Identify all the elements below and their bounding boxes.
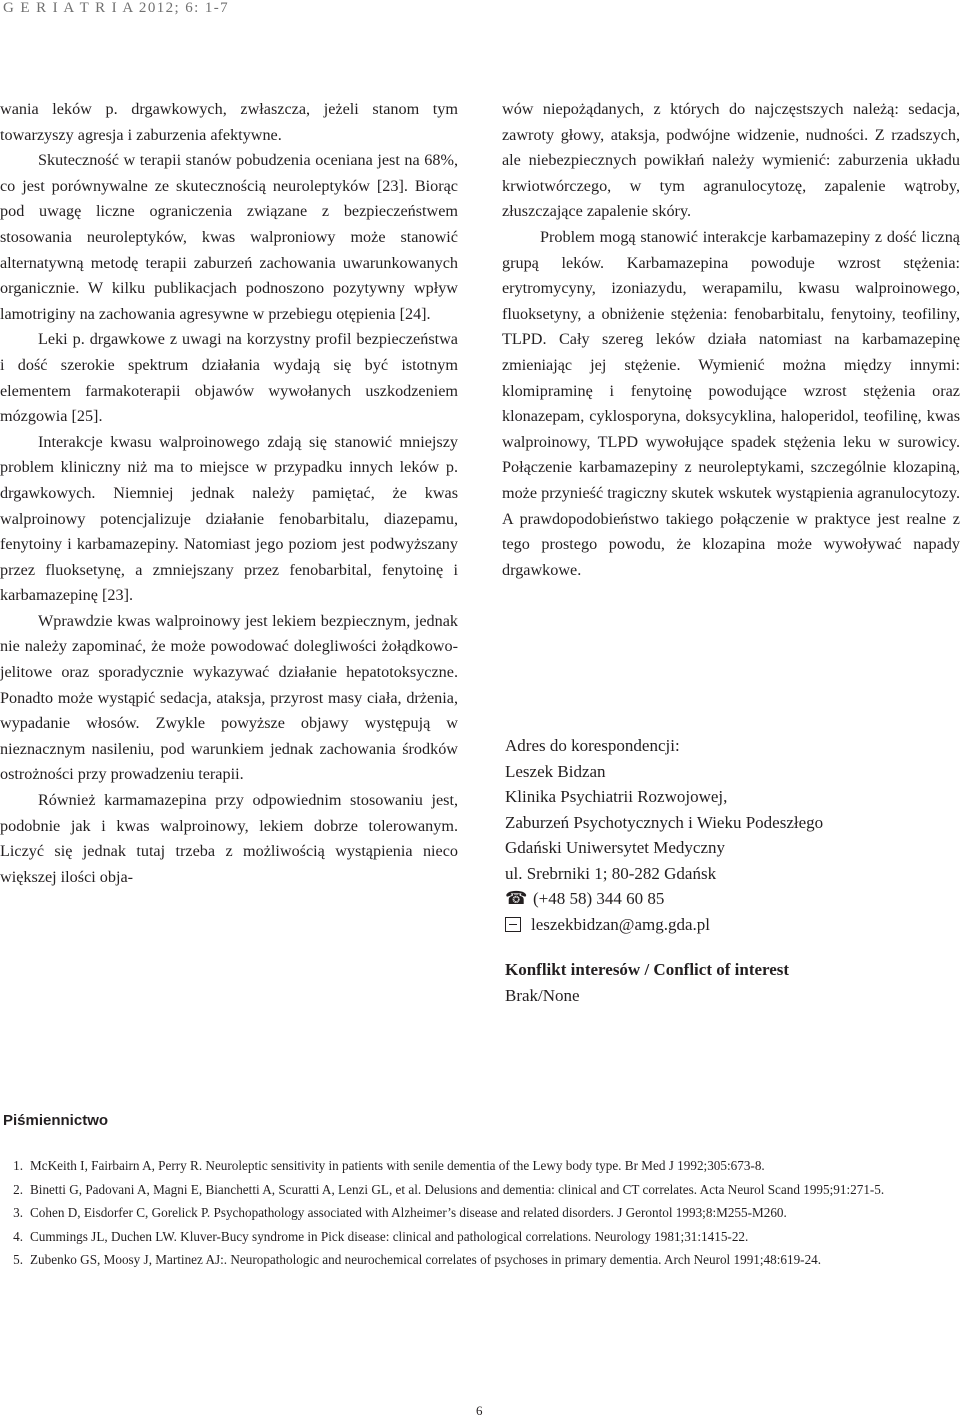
reference-text: Cummings JL, Duchen LW. Kluver-Bucy syndrome in Pick disease: clinical and pathological correlations. Neurology 1981;31:1415-22. <box>30 1228 749 1244</box>
reference-text: McKeith I, Fairbairn A, Perry R. Neuroleptic sensitivity in patients with senile dementia of the Lewy body type. Br Med J 1992;305:673-8. <box>30 1158 765 1173</box>
reference-number: 3. <box>13 1205 23 1220</box>
conflict-of-interest <box>505 957 789 1009</box>
reference-item <box>0 1249 960 1271</box>
author-name: Leszek Bidzan <box>505 761 606 781</box>
references-title: Piśmiennictwo <box>3 1112 109 1129</box>
journal-header: G E R I A T R I A 2012; 6: 1-7 <box>3 0 230 16</box>
mail-icon <box>505 917 521 932</box>
paragraph: Wprawdzie kwas walproinowy jest lekiem bezpiecznym, jednak nie należy zapominać, że może powodować dolegliwości żołądkowo-jelitowe oraz sporadycznie wykazywać działanie hepatotoksyczne. Ponadto może wystąpić sedacja, ataksja, przyrost masy ciała, drżenia, wypadanie włosów. Zwykle powyższe objawy występują w nieznacznym nasileniu, pod warunkiem jednak zachowania środków ostrożności przy prowadzeniu terapii. <box>0 611 458 784</box>
reference-item <box>0 1155 960 1177</box>
reference-text: Cohen D, Eisdorfer C, Gorelick P. Psychopathology associated with Alzheimer’s disease and related disorders. J Gerontol 1993;8:M255-M260. <box>30 1205 787 1220</box>
phone-line <box>505 886 823 912</box>
address-line: Gdański Uniwersytet Medyczny <box>505 838 726 857</box>
reference-number: 1. <box>13 1158 23 1173</box>
paragraph: wów niepożądanych, z których do najczęstszych należą: sedacja, zawroty głowy, ataksja, podwójne widzenie, nudności. Z rzadszych, ale niebezpiecznych powikłań należy wymienić: zaburzenia układu krwiotwórczego, w tym agranulocytozę, zapalenie wątroby, złuszczające zapalenie skóry. <box>502 100 960 221</box>
paragraph: wania leków p. drgawkowych, zwłaszcza, jeżeli stanom tym towarzyszy agresja i zaburzenia afektywne. <box>0 100 458 144</box>
address-line: Klinika Psychiatrii Rozwojowej, <box>505 787 728 806</box>
reference-item <box>0 1226 960 1248</box>
phone-icon: ☎ <box>505 888 528 908</box>
address-line: Zaburzeń Psychotycznych i Wieku Podeszłego <box>505 812 824 832</box>
left-column <box>0 97 458 890</box>
reference-item <box>0 1179 960 1201</box>
phone-number: (+48 58) 344 60 85 <box>533 889 665 908</box>
reference-item <box>0 1202 960 1224</box>
reference-text: Zubenko GS, Moosy J, Martinez AJ:. Neuropathologic and neurochemical correlates of psychoses in primary dementia. Arch Neurol 1991;48:619-24. <box>30 1252 822 1267</box>
address-label: Adres do korespondencji: <box>505 736 680 755</box>
reference-number: 2. <box>13 1181 23 1197</box>
paragraph: Leki p. drgawkowe z uwagi na korzystny profil bezpieczeństwa i dość szerokie spektrum działania wydają się być istotnym elementem farmakoterapii objawów wywołanych uszkodzeniem mózgowia [25]. <box>0 330 458 426</box>
email-line <box>505 912 823 938</box>
right-column <box>502 97 960 583</box>
conflict-value: Brak/None <box>505 986 580 1005</box>
conflict-heading: Konflikt interesów / Conflict of interest <box>505 960 790 979</box>
paragraph: Problem mogą stanowić interakcje karbamazepiny z dość liczną grupą leków. Karbamazepina powoduje wzrost stężenia: erytromycyny, izoniazydu, werapamilu, kwasu walproinowego, fluoksetyny, a obniżenie stężenia: fenobarbitalu, fenytoiny, teofiliny, TLPD. Cały szereg leków działa natomiast na karbamazepinę zmieniając jej stężenie. Wymienić można między innymi: klomipraminę i fenytoinę powodujące wzrost stężenia oraz klonazepam, cyklosporyna, doksycyklina, haloperidol, teofilinę, kwas walproinowy, TLPD wywołujące spadek stężenia leku w surowicy. Połączenie karbamazepiny z neuroleptykami, szczególnie klozapiną, może przynieść tragiczny skutek wskutek wystąpienia agranulocytozy. A prawdopodobieństwo takiego połączenie w praktyce jest realne z tego prostego powodu, że klozapina może wywoływać napady drgawkowe. <box>502 227 960 579</box>
references-list <box>0 1155 960 1273</box>
paragraph: Interakcje kwasu walproinowego zdają się stanowić mniejszy problem kliniczny niż ma to miejsce w przypadku innych leków p. drgawkowych. Niemniej jednak należy pamiętać, że kwas walproinowy potencjalizuje działanie fenobarbitalu, diazepamu, fenytoiny i karbamazepiny. Natomiast jego poziom jest podwyższany przez fluoksetynę, a zmniejszany przez fenobarbital, fenytoinę i karbamazepinę [23]. <box>0 432 458 605</box>
email-address[interactable]: leszekbidzan@amg.gda.pl <box>531 914 710 934</box>
reference-number: 4. <box>13 1228 23 1244</box>
correspondence-address <box>505 733 823 937</box>
paragraph: Skuteczność w terapii stanów pobudzenia oceniana jest na 68%, co jest porównywalne ze skutecznością neuroleptyków [23]. Biorąc pod uwagę liczne ograniczenia związane z bezpieczeństwem stosowania neuroleptyków, kwas walproniowy może stanowić alternatywną metodę terapii zaburzeń zachowania uwarunkowanych organicznie. W kilku publikacjach podnoszono pozytywny wpływ lamotriginy na zachowania agresywne w przebiegu otępienia [24]. <box>0 151 458 323</box>
page-number: 6 <box>476 1403 483 1418</box>
address-line: ul. Srebrniki 1; 80-282 Gdańsk <box>505 863 717 883</box>
reference-number: 5. <box>13 1252 23 1267</box>
paragraph: Również karmamazepina przy odpowiednim stosowaniu jest, podobnie jak i kwas walproinowy, lekiem dobrze tolerowanym. Liczyć się jednak tutaj trzeba z możliwością wystąpienia nieco większej ilości obja- <box>0 791 458 886</box>
reference-text: Binetti G, Padovani A, Magni E, Bianchetti A, Scuratti A, Lenzi GL, et al. Delusions and dementia: clinical and CT correlates. Acta Neurol Scand 1995;91:271-5. <box>30 1181 885 1197</box>
